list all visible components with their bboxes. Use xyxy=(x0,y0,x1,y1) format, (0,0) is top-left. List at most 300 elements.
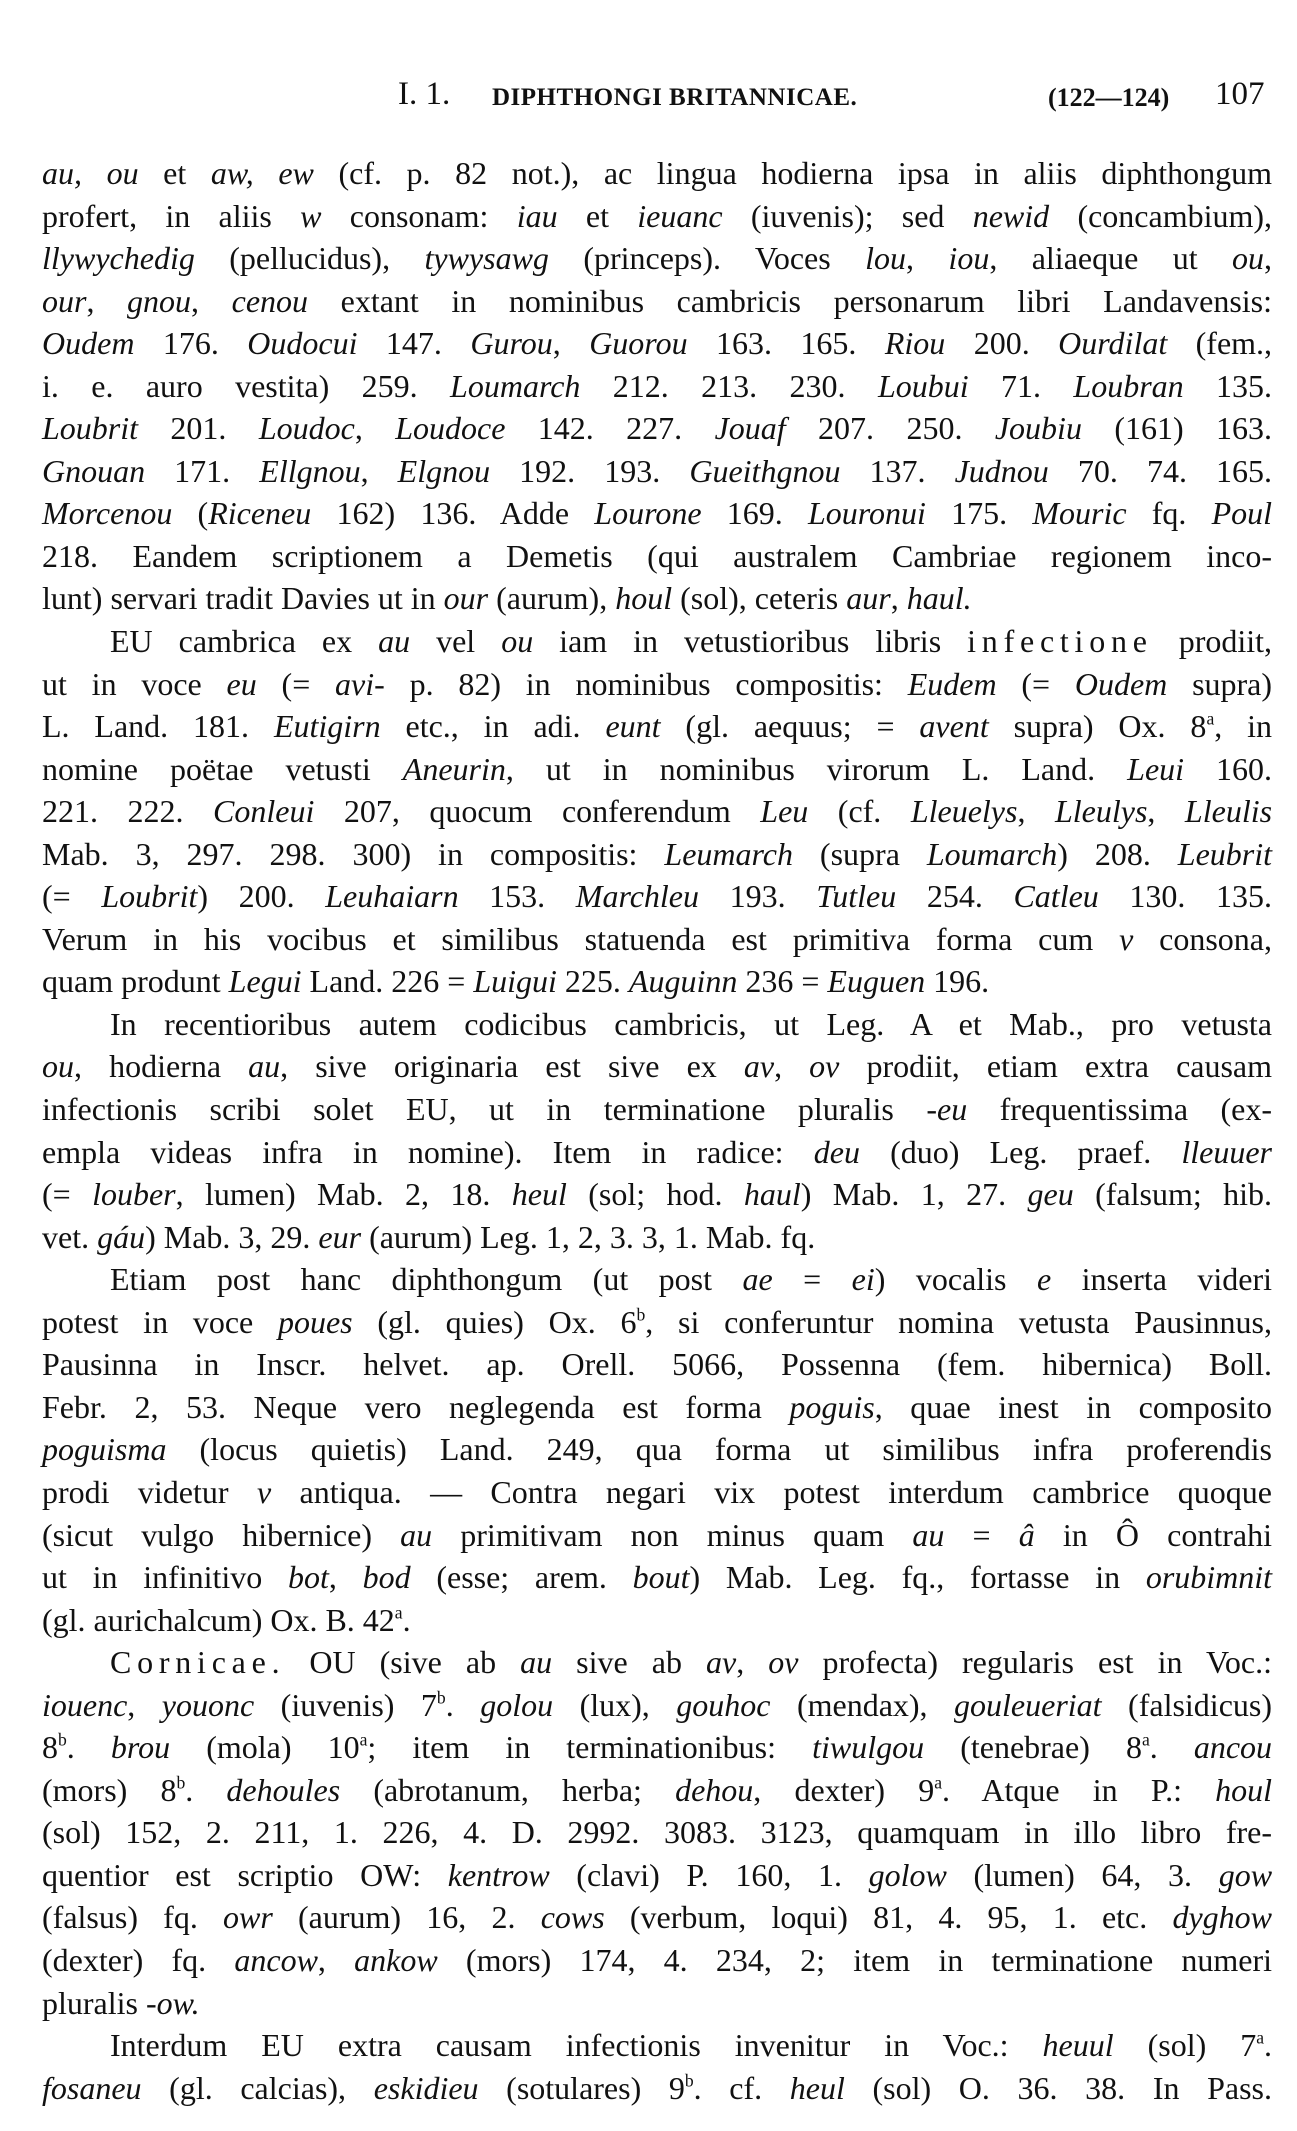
text-run: prodiit, xyxy=(1152,623,1273,660)
italic-term: gáu xyxy=(97,1218,146,1255)
text-run: iam in vetustioribus libris xyxy=(533,623,968,660)
text-line xyxy=(42,152,1272,195)
text-line xyxy=(42,1045,1272,1088)
superscript: b xyxy=(58,1729,67,1750)
text-line xyxy=(42,237,1272,280)
running-head-range: (122—124) xyxy=(1048,83,1170,112)
spaced-text: infectione xyxy=(967,623,1153,660)
text-run: Mab. 3, 297. 298. 300) in compositis: xyxy=(42,835,665,872)
text-run: , xyxy=(906,240,949,277)
text-run: , xyxy=(360,452,398,489)
italic-term: au xyxy=(520,1644,553,1681)
italic-term: youonc xyxy=(161,1686,255,1723)
spaced-text: Cornicae. xyxy=(110,1644,286,1681)
text-run: , ut in nominibus virorum L. Land. xyxy=(505,750,1128,787)
italic-term: heuul xyxy=(1042,2027,1114,2064)
italic-term: our xyxy=(42,282,87,319)
italic-term: Riceneu xyxy=(208,495,312,532)
text-run: vel xyxy=(410,623,502,660)
text-run: . cf. xyxy=(693,2069,790,2106)
text-run: 225. xyxy=(556,963,629,1000)
italic-term: Oudem xyxy=(42,325,135,362)
italic-term: Lourone xyxy=(594,495,702,532)
text-run: , xyxy=(354,410,396,447)
text-run: supra) xyxy=(1167,665,1273,702)
text-run: (clavi) P. 160, 1. xyxy=(549,1856,869,1893)
italic-term: iau xyxy=(516,197,558,234)
italic-term: orubimnit xyxy=(1145,1559,1273,1596)
text-run: ) vocalis xyxy=(874,1261,1037,1298)
text-run: infectionis scribi solet EU, ut in terminatione pluralis xyxy=(42,1091,927,1128)
text-run: = xyxy=(772,1261,852,1298)
text-run: 147. xyxy=(357,325,471,362)
italic-term: geu xyxy=(1027,1176,1074,1213)
italic-term: heul xyxy=(789,2069,845,2106)
superscript: a xyxy=(1256,2027,1265,2048)
italic-term: tiwulgou xyxy=(812,1729,925,1766)
italic-term: Guorou xyxy=(589,325,688,362)
text-run: lunt) servari tradit Davies ut in xyxy=(42,580,444,617)
italic-term: cenou xyxy=(231,282,309,319)
text-run: 193. xyxy=(699,878,817,915)
text-run: L. Land. 181. xyxy=(42,708,274,745)
text-line xyxy=(42,960,1272,1003)
italic-term: Leumarch xyxy=(664,835,793,872)
text-run: i. e. auro vestita) 259. xyxy=(42,367,451,404)
italic-term: Lleulis xyxy=(1184,793,1273,830)
text-run: antiqua. — Contra negari vix potest interdum cambrice quoque xyxy=(271,1473,1273,1510)
italic-term: avent xyxy=(919,708,989,745)
text-line xyxy=(42,620,1272,663)
italic-term: au xyxy=(400,1516,433,1553)
italic-term: ei xyxy=(851,1261,875,1298)
superscript: a xyxy=(359,1729,368,1750)
text-run: (dexter) fq. xyxy=(42,1941,235,1978)
text-run: Pausinna in Inscr. helvet. ap. Orell. 5066, Possenna (fem. hibernica) Boll. xyxy=(42,1346,1272,1383)
text-run: ) Mab. 1, 27. xyxy=(800,1176,1028,1213)
italic-term: au xyxy=(378,623,411,660)
italic-term: Poul xyxy=(1211,495,1273,532)
text-line xyxy=(42,918,1272,961)
italic-term: dehoules xyxy=(226,1771,341,1808)
italic-term: e xyxy=(1036,1261,1052,1298)
italic-term: Ourdilat xyxy=(1058,325,1168,362)
text-run: prodiit, etiam extra causam xyxy=(839,1048,1273,1085)
text-line xyxy=(42,1258,1272,1301)
italic-term: Leuhaiarn xyxy=(325,878,459,915)
italic-term: brou xyxy=(110,1729,171,1766)
page-number: 107 xyxy=(1215,76,1265,112)
text-run: (= xyxy=(256,665,336,702)
italic-term: Loubrit xyxy=(101,878,198,915)
text-run: (mendax), xyxy=(770,1686,955,1723)
text-run: 254. xyxy=(896,878,1014,915)
italic-term: ou xyxy=(1232,240,1265,277)
text-line xyxy=(42,1386,1272,1429)
italic-term: lleuuer xyxy=(1181,1133,1272,1170)
text-line xyxy=(42,1896,1272,1939)
text-run: 160. xyxy=(1184,750,1273,787)
text-run: empla videas infra in nomine). Item in radice: xyxy=(42,1133,814,1170)
text-run: (iuvenis); sed xyxy=(722,197,973,234)
text-line xyxy=(42,535,1272,578)
italic-term: Judnou xyxy=(954,452,1049,489)
italic-term: ou xyxy=(501,623,534,660)
italic-term: Eutigirn xyxy=(273,708,381,745)
italic-term: Conleui xyxy=(213,793,315,830)
text-run: 196. xyxy=(925,963,990,1000)
text-run: , lumen) Mab. 2, 18. xyxy=(175,1176,512,1213)
italic-term: houl xyxy=(1215,1771,1273,1808)
superscript: b xyxy=(684,2070,694,2091)
italic-term: eskidieu xyxy=(373,2069,479,2106)
text-run: , dexter) 9 xyxy=(753,1771,935,1808)
italic-term: Catleu xyxy=(1013,878,1099,915)
italic-term: Leubrit xyxy=(1177,835,1273,872)
italic-term: dehou xyxy=(675,1771,754,1808)
text-run: 169. xyxy=(701,495,808,532)
italic-term: Loudoc xyxy=(258,410,355,447)
italic-term: ieuanc xyxy=(637,197,723,234)
italic-term: heul xyxy=(511,1176,567,1213)
body-text xyxy=(42,152,1272,2109)
text-run: vet. xyxy=(42,1218,98,1255)
text-run: supra) Ox. 8 xyxy=(988,708,1207,745)
italic-term: Oudocui xyxy=(247,325,358,362)
text-line xyxy=(42,705,1272,748)
text-run: (= xyxy=(42,1176,93,1213)
text-run: 142. 227. xyxy=(505,410,715,447)
text-line xyxy=(42,790,1272,833)
text-run: (lumen) 64, 3. xyxy=(946,1856,1219,1893)
italic-term: v xyxy=(256,1473,272,1510)
text-run: (mors) 8 xyxy=(42,1771,177,1808)
italic-term: kentrow xyxy=(447,1856,550,1893)
text-run: (falsum; hib. xyxy=(1073,1176,1273,1213)
text-line xyxy=(42,450,1272,493)
text-line xyxy=(42,1471,1272,1514)
text-run: 212. 213. 230. xyxy=(580,367,878,404)
italic-term: -eu xyxy=(926,1091,968,1128)
text-run: ( xyxy=(172,495,209,532)
italic-term: dyghow xyxy=(1172,1899,1273,1936)
italic-term: Joubiu xyxy=(994,410,1082,447)
text-run: (sicut vulgo hibernice) xyxy=(42,1516,401,1553)
text-run: ) Mab. 3, 29. xyxy=(145,1218,319,1255)
superscript: a xyxy=(1206,708,1215,729)
text-run: , in xyxy=(1214,708,1273,745)
italic-term: â xyxy=(1018,1516,1035,1553)
text-run: frequentissima (ex- xyxy=(967,1091,1273,1128)
text-run: In recentioribus autem codicibus cambricis, ut Leg. A et Mab., pro vetusta xyxy=(110,1005,1272,1042)
text-run: 200. xyxy=(945,325,1059,362)
italic-term: gnou xyxy=(127,282,192,319)
italic-term: Ellgnou xyxy=(259,452,361,489)
text-run: OU (sive ab xyxy=(285,1644,521,1681)
italic-term: ae xyxy=(742,1261,773,1298)
text-run: inserta videri xyxy=(1051,1261,1273,1298)
italic-term: Gueithgnou xyxy=(689,452,841,489)
text-line xyxy=(42,1811,1272,1854)
text-run: Interdum EU extra causam infectionis invenitur in Voc.: xyxy=(110,2027,1043,2064)
text-run: , hodierna xyxy=(74,1048,249,1085)
text-run: Land. 226 = xyxy=(301,963,474,1000)
italic-term: Loubui xyxy=(877,367,969,404)
text-line xyxy=(42,1428,1272,1471)
italic-term: Loumarch xyxy=(926,835,1058,872)
text-run: (princeps). Voces xyxy=(548,240,866,277)
text-run: (gl. aequus; = xyxy=(660,708,920,745)
italic-term: owr xyxy=(223,1899,273,1936)
text-line xyxy=(42,748,1272,791)
italic-term: bout xyxy=(632,1559,690,1596)
text-line xyxy=(42,1088,1272,1131)
italic-term: Lleulys xyxy=(1054,793,1148,830)
italic-term: ancow xyxy=(234,1941,318,1978)
text-run: (verbum, loqui) 81, 4. 95, 1. etc. xyxy=(604,1899,1173,1936)
italic-term: Marchleu xyxy=(575,878,699,915)
italic-term: Gnouan xyxy=(42,452,146,489)
text-run: (gl. calcias), xyxy=(141,2069,374,2106)
italic-term: gouleueriat xyxy=(954,1686,1102,1723)
superscript: a xyxy=(1141,1729,1150,1750)
text-run: . xyxy=(402,1601,411,1638)
italic-term: Elgnou xyxy=(397,452,491,489)
italic-term: llywychedig xyxy=(42,240,195,277)
text-run: . Atque in P.: xyxy=(942,1771,1216,1808)
text-run: 153. xyxy=(458,878,576,915)
text-run: 171. xyxy=(145,452,260,489)
text-run: (sol; hod. xyxy=(566,1176,744,1213)
text-run: , xyxy=(774,1048,810,1085)
text-run: , xyxy=(127,1686,162,1723)
text-run: 221. 222. xyxy=(42,793,214,830)
text-run: sive ab xyxy=(552,1644,707,1681)
italic-term: houl xyxy=(615,580,673,617)
italic-term: Jouaf xyxy=(714,410,786,447)
italic-term: Loumarch xyxy=(450,367,581,404)
text-run: ) Mab. Leg. fq., fortasse in xyxy=(689,1559,1146,1596)
italic-term: golou xyxy=(480,1686,554,1723)
text-run: consona, xyxy=(1133,920,1273,957)
text-run: ; item in terminationibus: xyxy=(367,1729,813,1766)
italic-term: Gurou xyxy=(470,325,553,362)
superscript: a xyxy=(934,1772,943,1793)
text-run: . xyxy=(1149,1729,1194,1766)
text-line xyxy=(42,1131,1272,1174)
text-run: , xyxy=(1017,793,1055,830)
italic-term: Loubran xyxy=(1073,367,1184,404)
italic-term: Eudem xyxy=(907,665,997,702)
text-run: (sol), ceteris xyxy=(672,580,847,617)
text-line xyxy=(42,1726,1272,1769)
text-run: (mola) 10 xyxy=(170,1729,360,1766)
italic-term: lou xyxy=(865,240,907,277)
text-run: (fem., xyxy=(1167,325,1273,362)
italic-term: ankow xyxy=(354,1941,438,1978)
italic-term: ov xyxy=(809,1048,840,1085)
text-line xyxy=(42,1343,1272,1386)
text-line xyxy=(42,577,1272,620)
text-run: , xyxy=(1264,240,1273,277)
text-run: (gl. aurichalcum) Ox. B. 42 xyxy=(42,1601,395,1638)
text-run: (concambium), xyxy=(1049,197,1273,234)
text-line xyxy=(42,2024,1272,2067)
text-run: extant in nominibus cambricis personarum libri Landavensis: xyxy=(308,282,1273,319)
text-run: quam produnt xyxy=(42,963,229,1000)
text-run: (sol) O. 36. 38. In Pass. xyxy=(844,2069,1273,2106)
text-run: potest in voce xyxy=(42,1303,278,1340)
text-run: (aurum) Leg. 1, 2, 3. 3, 1. Mab. fq. xyxy=(361,1218,816,1255)
text-run: etc., in adi. xyxy=(380,708,606,745)
italic-term: louber xyxy=(92,1176,176,1213)
text-run: (cf. xyxy=(808,793,911,830)
italic-term: gouhoc xyxy=(676,1686,771,1723)
text-run: , aliaeque ut xyxy=(989,240,1233,277)
text-run: (tenebrae) 8 xyxy=(924,1729,1142,1766)
italic-term: aw, ew xyxy=(210,155,314,191)
text-line xyxy=(42,407,1272,450)
italic-term: Riou xyxy=(884,325,946,362)
text-run: in Ô contrahi xyxy=(1034,1516,1273,1553)
text-run: 236 = xyxy=(737,963,828,1000)
text-run: 137. xyxy=(840,452,955,489)
text-run: ut in infinitivo xyxy=(42,1559,289,1596)
italic-term: deu xyxy=(813,1133,860,1170)
text-run: , xyxy=(317,1941,355,1978)
text-run: quentior est scriptio OW: xyxy=(42,1856,448,1893)
italic-term: newid xyxy=(972,197,1050,234)
running-head-section: I. 1. xyxy=(398,76,451,112)
superscript: a xyxy=(394,1602,403,1623)
italic-term: ov xyxy=(768,1644,799,1681)
italic-term: poguisma xyxy=(42,1431,167,1468)
italic-term: tywysawg xyxy=(424,240,549,277)
text-line xyxy=(42,1599,1272,1642)
text-run: 135. xyxy=(1183,367,1273,404)
text-run: 201. xyxy=(138,410,259,447)
text-line xyxy=(42,1003,1272,1046)
italic-term: Auguinn xyxy=(628,963,738,1000)
italic-term: -ow. xyxy=(145,1984,200,2021)
text-run: profecta) regularis est in Voc.: xyxy=(798,1644,1273,1681)
text-run: (locus quietis) Land. 249, qua forma ut similibus infra proferendis xyxy=(166,1431,1272,1468)
text-run: (lux), xyxy=(553,1686,677,1723)
text-run: , xyxy=(552,325,590,362)
text-run: consonam: xyxy=(321,197,517,234)
italic-term: haul. xyxy=(906,580,972,617)
text-run: , xyxy=(328,1559,363,1596)
text-run: . xyxy=(66,1729,111,1766)
text-line xyxy=(42,2067,1272,2110)
text-line xyxy=(42,833,1272,876)
italic-term: fosaneu xyxy=(42,2069,142,2106)
text-run: . xyxy=(1264,2027,1273,2064)
text-run: , sive originaria est sive ex xyxy=(280,1048,744,1085)
text-run: (duo) Leg. praef. xyxy=(859,1133,1182,1170)
superscript: b xyxy=(436,1687,446,1708)
text-run: prodi videtur xyxy=(42,1473,257,1510)
text-run: 70. 74. 165. xyxy=(1048,452,1273,489)
italic-term: au, ou xyxy=(42,155,139,191)
italic-term: aur xyxy=(846,580,891,617)
text-run: (aurum), xyxy=(488,580,616,617)
text-run: (gl. quies) Ox. 6 xyxy=(352,1303,637,1340)
text-run: (sotulares) 9 xyxy=(478,2069,685,2106)
text-line xyxy=(42,1854,1272,1897)
italic-term: av xyxy=(706,1644,737,1681)
text-line xyxy=(42,1939,1272,1982)
text-run: , si conferuntur nomina vetusta Pausinnus, xyxy=(645,1303,1273,1340)
text-run: profert, in aliis xyxy=(42,197,301,234)
text-run: 176. xyxy=(134,325,248,362)
superscript: b xyxy=(636,1304,646,1325)
text-run: , xyxy=(1147,793,1185,830)
italic-term: au xyxy=(248,1048,281,1085)
text-line xyxy=(42,195,1272,238)
text-line xyxy=(42,492,1272,535)
text-run: (161) 163. xyxy=(1081,410,1273,447)
italic-term: Loubrit xyxy=(42,410,139,447)
text-line xyxy=(42,1641,1272,1684)
italic-term: gow xyxy=(1218,1856,1273,1893)
text-run: p. 82) in nominibus compositis: xyxy=(384,665,908,702)
text-run: . xyxy=(185,1771,227,1808)
italic-term: bot xyxy=(288,1559,329,1596)
italic-term: avi- xyxy=(335,665,385,702)
text-run: 218. Eandem scriptionem a Demetis (qui australem Cambriae regionem inco- xyxy=(42,537,1272,574)
italic-term: haul xyxy=(743,1176,801,1213)
italic-term: Legui xyxy=(228,963,302,1000)
italic-term: av xyxy=(743,1048,775,1085)
italic-term: Aneurin xyxy=(402,750,506,787)
text-run: , xyxy=(86,282,128,319)
italic-term: w xyxy=(300,197,322,234)
text-run: (falsus) fq. xyxy=(42,1899,224,1936)
text-run: 71. xyxy=(968,367,1074,404)
text-run: (abrotanum, herba; xyxy=(340,1771,676,1808)
italic-term: cows xyxy=(540,1899,605,1936)
italic-term: eunt xyxy=(605,708,661,745)
text-run: (pellucidus), xyxy=(194,240,425,277)
italic-term: ancou xyxy=(1193,1729,1273,1766)
italic-term: golow xyxy=(868,1856,947,1893)
text-line xyxy=(42,1684,1272,1727)
text-run: 8 xyxy=(42,1729,58,1766)
italic-term: our xyxy=(443,580,489,617)
text-run: , xyxy=(736,1644,769,1681)
text-run: ) 208. xyxy=(1057,835,1178,872)
text-run: ut in voce xyxy=(42,665,227,702)
text-line xyxy=(42,322,1272,365)
superscript: b xyxy=(176,1772,186,1793)
text-run: 162) 136. Adde xyxy=(311,495,595,532)
text-run: Etiam post hanc diphthongum (ut post xyxy=(110,1261,743,1298)
text-run: (sol) 152, 2. 211, 1. 226, 4. D. 2992. 3083. 3123, quamquam in illo libro fre- xyxy=(42,1814,1272,1851)
italic-term: poues xyxy=(277,1303,353,1340)
text-run: Febr. 2, 53. Neque vero neglegenda est forma xyxy=(42,1388,790,1425)
italic-term: v xyxy=(1119,920,1134,957)
text-line xyxy=(42,1173,1272,1216)
italic-term: Louronui xyxy=(807,495,926,532)
italic-term: Luigui xyxy=(473,963,557,1000)
text-run: (esse; arem. xyxy=(410,1559,633,1596)
text-run: (= xyxy=(42,878,102,915)
text-run: = xyxy=(944,1516,1019,1553)
text-run: pluralis xyxy=(42,1984,146,2021)
italic-term: Oudem xyxy=(1074,665,1168,702)
text-run: fq. xyxy=(1126,495,1212,532)
